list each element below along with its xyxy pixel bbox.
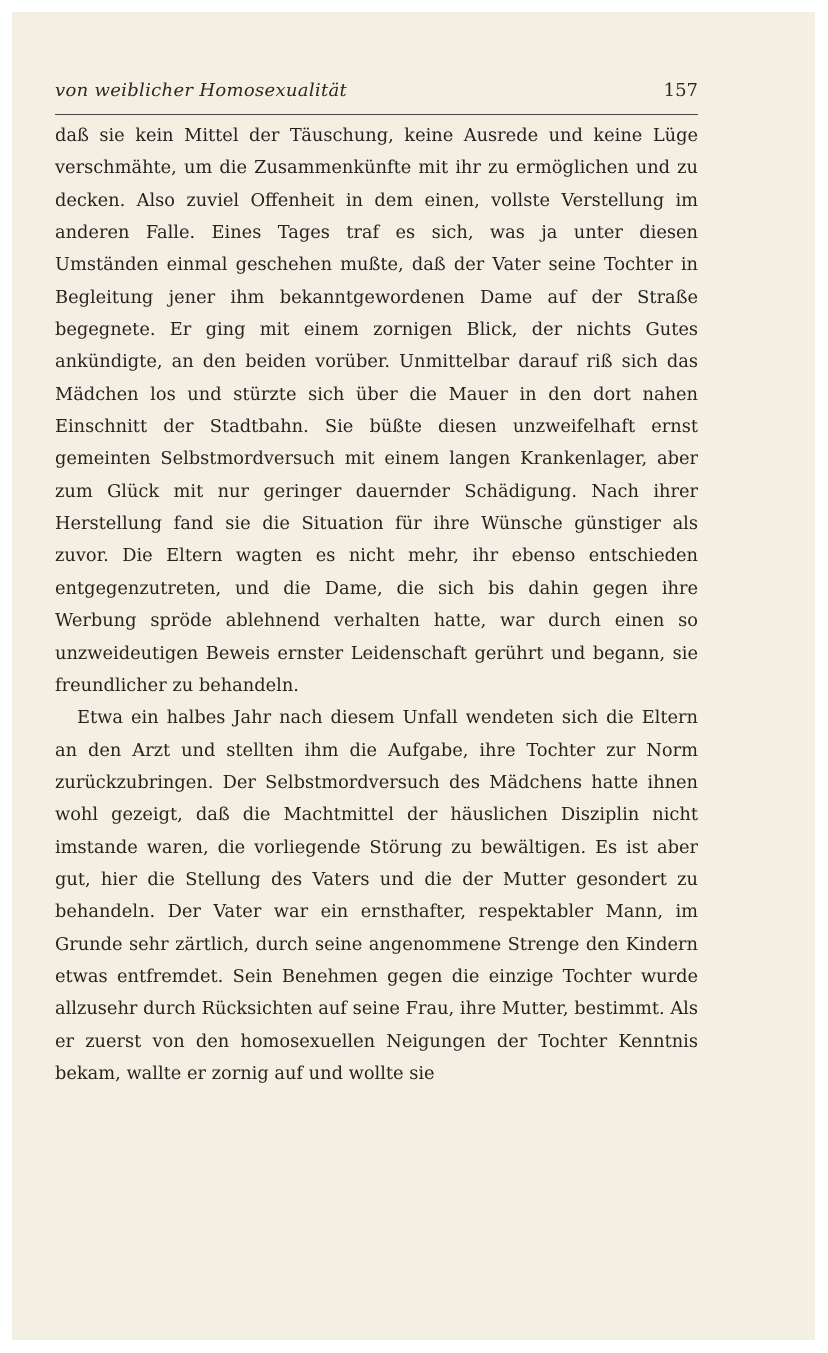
- page-number: 157: [663, 80, 698, 101]
- running-header: [55, 74, 698, 115]
- paragraph-continued: daß sie kein Mittel der Täuschung, keine Ausrede und keine Lüge verschmähte, um die Zusammenkünfte mit ihr zu ermöglichen und zu decken. Also zuviel Offenheit in dem einen, vollste Verstellung im anderen Falle. Eines Tages traf es sich, was ja unter diesen Umständen einmal geschehen mußte, daß der Vater seine Tochter in Begleitung jener ihm bekanntgewordenen Dame auf der Straße begegnete. Er ging mit einem zornigen Blick, der nichts Gutes ankündigte, an den beiden vorüber. Unmittelbar darauf riß sich das Mädchen los und stürzte sich über die Mauer in den dort nahen Einschnitt der Stadtbahn. Sie büßte diesen unzweifelhaft ernst gemeinten Selbstmordversuch mit einem langen Krankenlager, aber zum Glück mit nur geringer dauernder Schädigung. Nach ihrer Herstellung fand sie die Situation für ihre Wünsche günstiger als zuvor. Die Eltern wagten es nicht mehr, ihr ebenso entschieden entgegenzutreten, und die Dame, die sich bis dahin gegen ihre Werbung spröde ablehnend verhalten hatte, war durch einen so unzweideutigen Beweis ernster Leidenschaft gerührt und begann, sie freundlicher zu behandeln.: [55, 125, 698, 696]
- paragraph: Etwa ein halbes Jahr nach diesem Unfall wendeten sich die Eltern an den Arzt und stellten ihm die Aufgabe, ihre Tochter zur Norm zurückzubringen. Der Selbstmordversuch des Mädchens hatte ihnen wohl gezeigt, daß die Machtmittel der häuslichen Disziplin nicht imstande waren, die vorliegende Störung zu bewältigen. Es ist aber gut, hier die Stellung des Vaters und die der Mutter gesondert zu behandeln. Der Vater war ein ernsthafter, respektabler Mann, im Grunde sehr zärtlich, durch seine angenommene Strenge den Kindern etwas entfremdet. Sein Benehmen gegen die einzige Tochter wurde allzusehr durch Rücksichten auf seine Frau, ihre Mutter, bestimmt. Als er zuerst von den homosexuellen Neigungen der Tochter Kenntnis bekam, wallte er zornig auf und wollte sie: [55, 707, 698, 1084]
- running-header-title: von weiblicher Homosexualität: [55, 80, 348, 101]
- body-text: [55, 120, 698, 1090]
- book-page: [12, 12, 815, 1340]
